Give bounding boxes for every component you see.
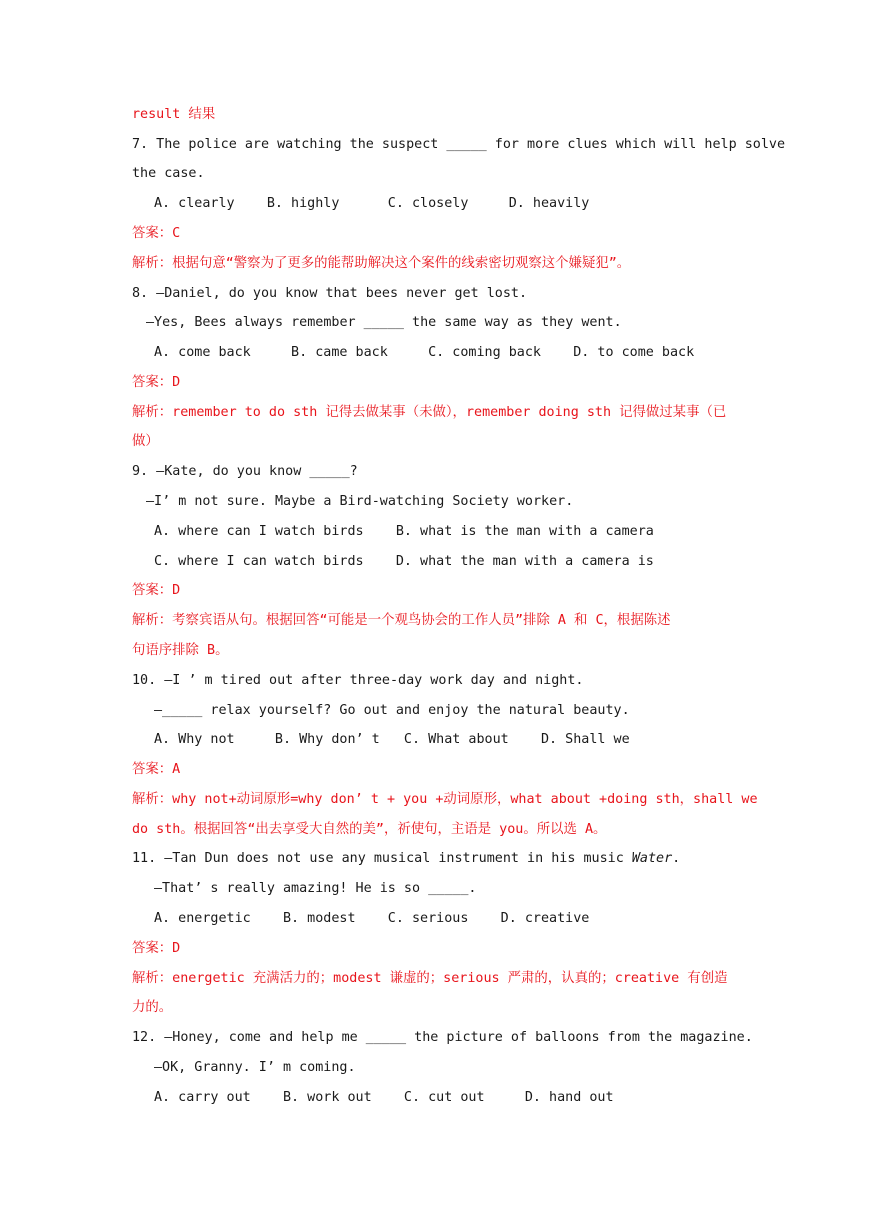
q9-options-line1: A. where can I watch birds B. what is the man with a camera — [154, 524, 654, 539]
q7-stem-line2: the case. — [132, 166, 205, 181]
q12-options: A. carry out B. work out C. cut out D. hand out — [154, 1090, 614, 1105]
q9-analysis-line2: 句语序排除 B。 — [132, 643, 229, 658]
q7-stem-line1: 7. The police are watching the suspect _____ for more clues which will help solve — [132, 137, 786, 152]
q12-stem-line2: —OK, Granny. I’ m coming. — [154, 1060, 356, 1075]
q12-stem-line1: 12. —Honey, come and help me _____ the picture of balloons from the magazine. — [132, 1030, 753, 1045]
q11-stem-italic: Water — [631, 851, 673, 866]
q8-stem-line2: —Yes, Bees always remember _____ the same way as they went. — [146, 315, 622, 330]
q8-stem-line1: 8. —Daniel, do you know that bees never get lost. — [132, 286, 528, 301]
q9-analysis-line1: 解析：考察宾语从句。根据回答“可能是一个观鸟协会的工作人员”排除 A 和 C，根据陈述 — [132, 613, 671, 628]
q10-stem-line1: 10. —I ’ m tired out after three-day work day and night. — [132, 673, 584, 688]
q8-answer: 答案：D — [132, 375, 181, 390]
q11-options: A. energetic B. modest C. serious D. creative — [154, 911, 590, 926]
q9-options-line2: C. where I can watch birds D. what the man with a camera is — [154, 554, 654, 569]
q11-analysis-line1: 解析：energetic 充满活力的；modest 谦虚的；serious 严肃的，认真的；creative 有创造 — [132, 971, 728, 986]
q11-stem-line2: —That’ s really amazing! He is so _____. — [154, 881, 477, 896]
q8-analysis-line1: 解析：remember to do sth 记得去做某事（未做），remember doing sth 记得做过某事（已 — [132, 405, 727, 420]
q11-stem-pre: 11. —Tan Dun does not use any musical instrument in his music — [132, 851, 632, 866]
q9-answer: 答案：D — [132, 583, 181, 598]
q8-options: A. come back B. came back C. coming back D. to come back — [154, 345, 695, 360]
q11-stem-post: . — [672, 851, 681, 866]
q11-answer: 答案：D — [132, 941, 181, 956]
q10-analysis-line1: 解析：why not+动词原形=why don’ t + you +动词原形，what about +doing sth，shall we — [132, 792, 758, 807]
q7-options: A. clearly B. highly C. closely D. heavily — [154, 196, 590, 211]
q10-answer: 答案：A — [132, 762, 181, 777]
q10-options: A. Why not B. Why don’ t C. What about D. Shall we — [154, 732, 630, 747]
q8-analysis-line2: 做） — [132, 434, 159, 449]
q11-stem-line1 — [132, 850, 680, 868]
q7-analysis: 解析：根据句意“警察为了更多的能帮助解决这个案件的线索密切观察这个嫌疑犯”。 — [132, 256, 631, 271]
q7-answer: 答案：C — [132, 226, 181, 241]
q9-stem-line1: 9. —Kate, do you know _____? — [132, 464, 358, 479]
q10-analysis-line2: do sth。根据回答“出去享受大自然的美”，祈使句，主语是 you。所以选 A。 — [132, 822, 607, 837]
q10-stem-line2: —_____ relax yourself? Go out and enjoy the natural beauty. — [154, 703, 630, 718]
q6-tail: result 结果 — [132, 107, 216, 122]
q9-stem-line2: —I’ m not sure. Maybe a Bird-watching Society worker. — [146, 494, 574, 509]
q11-analysis-line2: 力的。 — [132, 1000, 173, 1015]
